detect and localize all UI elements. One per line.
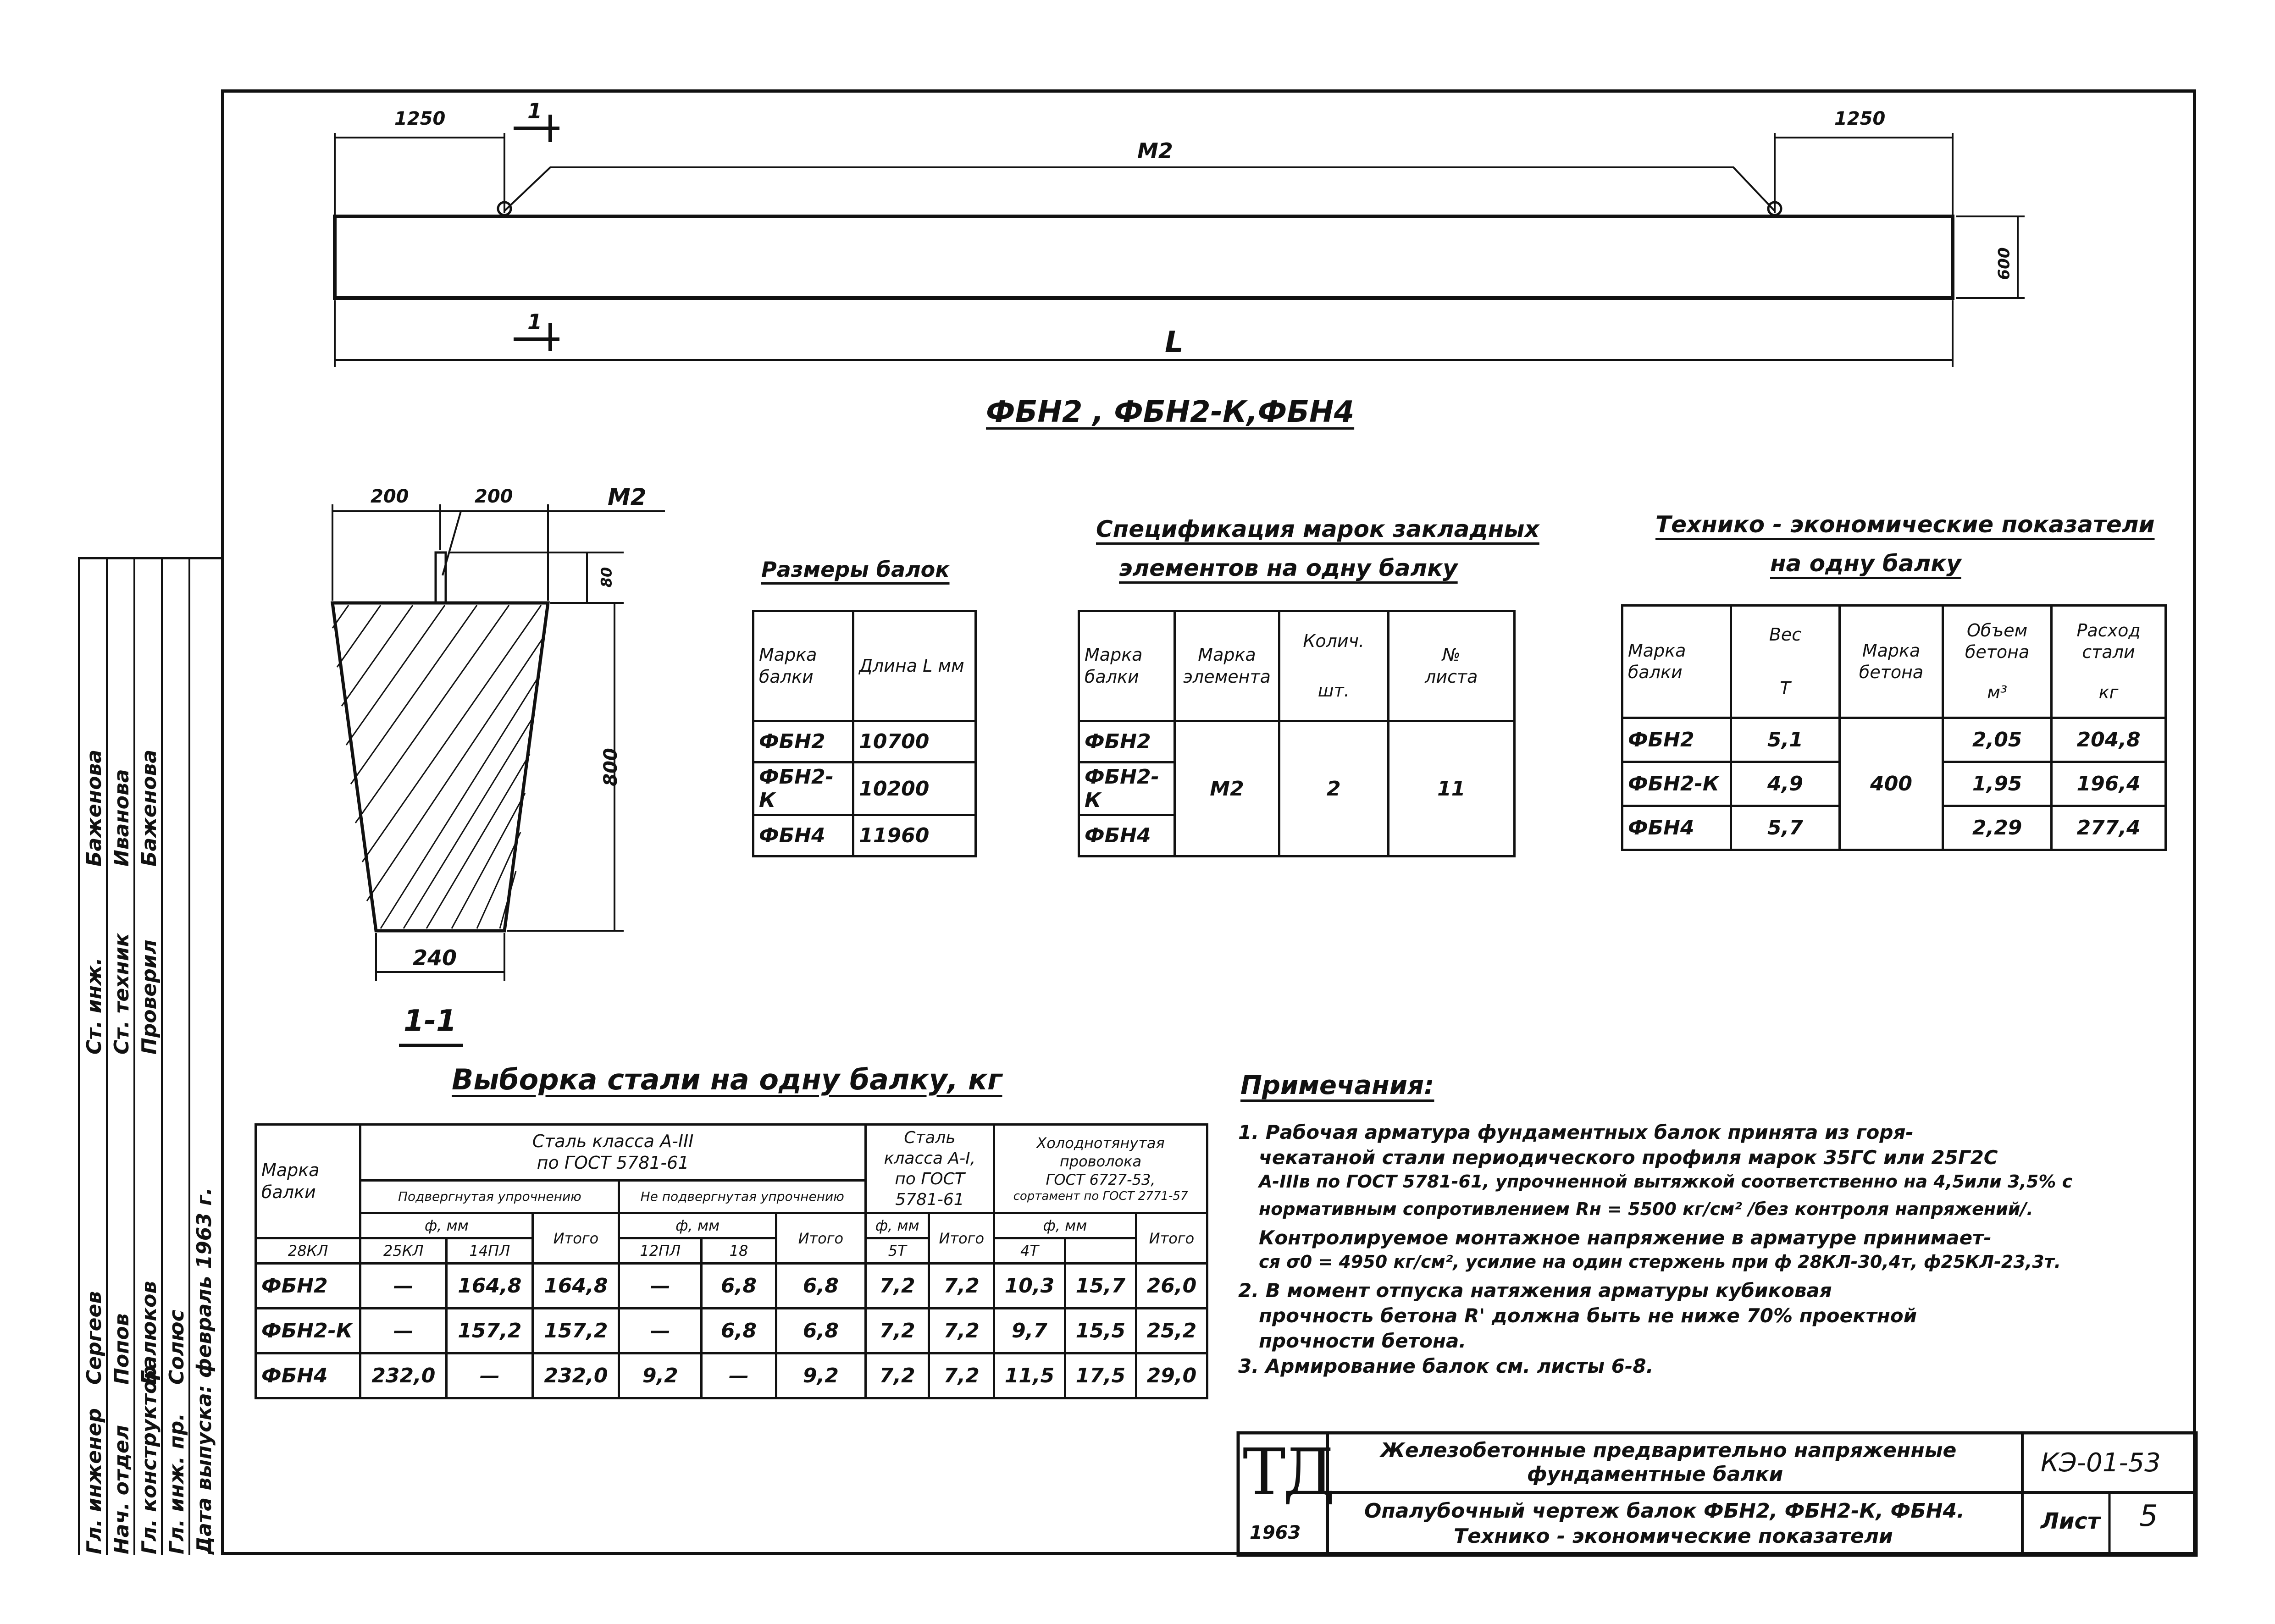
tech-row-weight: 5,1 (1731, 718, 1840, 762)
steel-row-cell: 17,5 (1065, 1353, 1136, 1398)
sizes-row-mark: ФБН2-К (753, 762, 853, 815)
steel-h-phi: ф, мм (619, 1213, 776, 1238)
steel-row-cell: 157,2 (447, 1309, 533, 1353)
spec-table (1078, 610, 1516, 857)
steel-h-total: Итого (1136, 1213, 1207, 1264)
sec-element-m2: M2 (608, 484, 647, 510)
tech-h-volume (1943, 606, 2052, 718)
section-mark-bottom: 1 (527, 309, 542, 334)
tech-h-mark: Марка балки (1622, 606, 1731, 718)
spec-element: М2 (1175, 721, 1279, 856)
tech-row-mark: ФБН2 (1622, 718, 1731, 762)
spec-table-title-1: Спецификация марок закладных (1096, 516, 1539, 542)
dim-height-600: 600 (1995, 247, 2014, 280)
title-block-code: КЭ-01-53 (2041, 1448, 2161, 1478)
steel-table-title: Выборка стали на одну балку, кг (452, 1063, 1002, 1096)
tech-row-volume: 2,29 (1943, 806, 2052, 850)
steel-row-cell: — (702, 1353, 776, 1398)
beam-elevation (335, 216, 1953, 298)
steel-row-cell: 7,2 (929, 1353, 994, 1398)
tech-h-weight-label: Вес (1769, 624, 1802, 645)
tech-row-weight: 4,9 (1731, 762, 1840, 806)
steel-h-not-hardened: Не подвергнутая упрочнению (619, 1180, 865, 1213)
steel-row-cell: — (619, 1264, 702, 1309)
sizes-h-mark: Марка балки (753, 611, 853, 721)
title-block-line1a: Железобетонные предварительно напряженные (1380, 1439, 1957, 1462)
spec-h-sheet-no: № (1442, 645, 1461, 665)
steel-h-sub: 25КЛ (360, 1238, 447, 1264)
spec-h-sheet (1388, 611, 1515, 721)
tech-row-volume: 1,95 (1943, 762, 2052, 806)
section-trapezoid (332, 603, 548, 931)
steel-row-cell: — (447, 1353, 533, 1398)
steel-h-a1 (865, 1125, 994, 1213)
spec-h-element: Марка элемента (1175, 611, 1279, 721)
steel-row-cell: — (360, 1264, 447, 1309)
spec-row-mark: ФБН2-К (1079, 762, 1175, 815)
note-line: А-IIIв по ГОСТ 5781-61, упрочненной вытяжкой соответственно на 4,5или 3,5% с (1259, 1171, 2073, 1192)
steel-row-cell: 10,3 (994, 1264, 1065, 1309)
spec-h-mark: Марка балки (1079, 611, 1175, 721)
note-line: 3. Армирование балок см. листы 6-8. (1238, 1355, 1654, 1377)
stamp-role: Нач. отдел (110, 1425, 133, 1554)
steel-row-cell: 164,8 (533, 1264, 619, 1309)
steel-h-mark: Марка балки (256, 1125, 360, 1238)
steel-row-cell: 7,2 (929, 1309, 994, 1353)
steel-h-wire-line2: проволока (1059, 1152, 1142, 1170)
steel-row-cell: — (619, 1309, 702, 1353)
tech-concrete-grade: 400 (1840, 718, 1943, 850)
steel-row-cell: 6,8 (702, 1264, 776, 1309)
steel-row-cell: 6,8 (776, 1264, 865, 1309)
steel-h-a3-line2: по ГОСТ 5781-61 (537, 1153, 689, 1173)
steel-h-sub: 28КЛ (256, 1238, 360, 1264)
section-title: 1-1 (404, 1004, 457, 1038)
sizes-row-length: 10700 (853, 721, 976, 762)
steel-row-cell: 9,2 (776, 1353, 865, 1398)
tech-h-steel-label: Расход стали (2076, 620, 2141, 663)
tech-table-title-1: Технико - экономические показатели (1655, 511, 2155, 538)
steel-h-sub: 12ПЛ (619, 1238, 702, 1264)
spec-qty: 2 (1279, 721, 1389, 856)
steel-row-cell: 6,8 (702, 1309, 776, 1353)
steel-h-hardened: Подвергнутая упрочнению (360, 1180, 619, 1213)
note-line: 1. Рабочая арматура фундаментных балок принята из горя- (1238, 1121, 1914, 1143)
steel-h-sub: 14ПЛ (447, 1238, 533, 1264)
sizes-row-length: 10200 (853, 762, 976, 815)
stamp-name: Баженова (138, 749, 161, 867)
stamp-col (163, 559, 190, 1555)
tech-row-mark: ФБН2-К (1622, 762, 1731, 806)
sizes-row-mark: ФБН2 (753, 721, 853, 762)
notes-title: Примечания: (1240, 1071, 1434, 1100)
steel-row-cell: 25,2 (1136, 1309, 1207, 1353)
stamp-name: Сергеев (83, 1291, 106, 1385)
length-symbol: L (1165, 326, 1184, 359)
steel-row-cell: 7,2 (865, 1309, 929, 1353)
steel-row-cell: — (360, 1309, 447, 1353)
title-block-line2b: Технико - экономические показатели (1454, 1525, 1893, 1548)
steel-h-a1-line4: 5781-61 (895, 1190, 964, 1209)
title-block-logo: ТД (1243, 1435, 1333, 1510)
steel-row-cell: 6,8 (776, 1309, 865, 1353)
steel-row-cell: 26,0 (1136, 1264, 1207, 1309)
note-line: Контролируемое монтажное напряжение в арматуре принимает- (1259, 1226, 1992, 1249)
section-mark-top: 1 (527, 99, 542, 123)
steel-row-cell: 15,7 (1065, 1264, 1136, 1309)
tech-h-steel (2052, 606, 2166, 718)
dim-right-1250: 1250 (1834, 108, 1886, 129)
steel-h-total: Итого (929, 1213, 994, 1264)
sec-dim-200-left: 200 (371, 486, 409, 507)
title-block-sheet-label: Лист (2041, 1508, 2100, 1534)
steel-row-cell: 7,2 (929, 1264, 994, 1309)
steel-h-total: Итого (533, 1213, 619, 1264)
dim-left-1250: 1250 (394, 108, 446, 129)
stamp-role: Гл. конструктор (138, 1365, 161, 1554)
steel-row-cell: 9,2 (619, 1353, 702, 1398)
steel-h-total: Итого (776, 1213, 865, 1264)
title-block-sheet-no: 5 (2139, 1499, 2158, 1533)
beam-title: ФБН2 , ФБН2-К,ФБН4 (986, 395, 1355, 429)
steel-h-sub: 18 (702, 1238, 776, 1264)
stamp-name: Иванова (110, 769, 133, 867)
steel-h-sub: 4Т (994, 1238, 1065, 1264)
steel-row-cell: 164,8 (447, 1264, 533, 1309)
steel-h-phi: ф, мм (865, 1213, 929, 1238)
note-line: чекатаной стали периодического профиля марок 35ГС или 25Г2С (1259, 1146, 1998, 1169)
spec-row-mark: ФБН4 (1079, 815, 1175, 856)
steel-row-cell: 29,0 (1136, 1353, 1207, 1398)
tech-row-steel: 196,4 (2052, 762, 2166, 806)
spec-table-title-2: элементов на одну балку (1119, 555, 1458, 581)
tech-table-title-2: на одну балку (1770, 550, 1961, 577)
sec-dim-800: 800 (600, 748, 621, 786)
tech-h-weight (1731, 606, 1840, 718)
note-line: прочность бетона R' должна быть не ниже 70% проектной (1259, 1304, 1917, 1327)
stamp-role: Ст. техник (110, 933, 133, 1055)
steel-h-sub: 5Т (865, 1238, 929, 1264)
steel-row-cell: 7,2 (865, 1353, 929, 1398)
sec-dim-200-right: 200 (475, 486, 513, 507)
steel-row-cell: 9,7 (994, 1309, 1065, 1353)
stamp-role: Проверил (138, 939, 161, 1055)
title-block-line2a: Опалубочный чертеж балок ФБН2, ФБН2-К, ФБН4. (1364, 1499, 1965, 1523)
tech-h-volume-label: Объем бетона (1965, 620, 2030, 663)
steel-h-wire-line1: Холоднотянутая (1036, 1134, 1165, 1152)
steel-row-cell: 7,2 (865, 1264, 929, 1309)
spec-h-sheet-label: листа (1425, 666, 1478, 687)
stamp-role: Гл. инженер (83, 1408, 106, 1554)
steel-h-a1-line1: Сталь (904, 1128, 956, 1147)
tech-row-weight: 5,7 (1731, 806, 1840, 850)
tech-row-mark: ФБН4 (1622, 806, 1731, 850)
sizes-table (752, 610, 977, 857)
stamp-name: Балюков (138, 1281, 161, 1385)
sizes-h-length: Длина L мм (853, 611, 976, 721)
title-block-year: 1963 (1250, 1522, 1301, 1543)
spec-row-mark: ФБН2 (1079, 721, 1175, 762)
steel-row-cell: ФБН2 (256, 1264, 360, 1309)
tech-row-steel: 277,4 (2052, 806, 2166, 850)
steel-h-a1-line2: класса А-I, (884, 1149, 976, 1168)
stamp-col (80, 559, 108, 1555)
steel-h-wire-line3: ГОСТ 6727-53, (1046, 1171, 1156, 1188)
note-line: 2. В момент отпуска натяжения арматуры кубиковая (1238, 1279, 1832, 1302)
steel-h-phi: ф, мм (360, 1213, 533, 1238)
spec-h-qty-label: Колич. (1303, 631, 1365, 651)
steel-row-cell: 232,0 (533, 1353, 619, 1398)
steel-row-cell: ФБН4 (256, 1353, 360, 1398)
stamp-name: Баженова (83, 749, 106, 867)
sizes-row-mark: ФБН4 (753, 815, 853, 856)
tech-h-grade: Марка бетона (1840, 606, 1943, 718)
sec-dim-80: 80 (598, 567, 615, 588)
note-line: прочности бетона. (1259, 1330, 1467, 1352)
tech-h-steel-unit: кг (2098, 682, 2119, 702)
tech-table (1621, 604, 2167, 851)
stamp-role: Гл. инж. пр. (165, 1413, 188, 1554)
stamp-col (108, 559, 135, 1555)
steel-h-a3 (360, 1125, 866, 1181)
steel-table (255, 1123, 1208, 1399)
note-line: ся σ0 = 4950 кг/см², усилие на один стержень при ф 28КЛ-30,4т, ф25КЛ-23,3т. (1259, 1252, 2061, 1272)
steel-row-cell: ФБН2-К (256, 1309, 360, 1353)
spec-h-qty (1279, 611, 1389, 721)
steel-h-wire (994, 1125, 1207, 1213)
steel-h-a3-line1: Сталь класса А-III (532, 1131, 694, 1151)
tech-h-weight-unit: Т (1780, 678, 1791, 698)
steel-row-cell: 15,5 (1065, 1309, 1136, 1353)
steel-row-cell: 157,2 (533, 1309, 619, 1353)
steel-h-a1-line3: по ГОСТ (895, 1170, 965, 1188)
element-label-m2: M2 (1137, 138, 1173, 163)
stamp-name: Солюс (165, 1309, 188, 1385)
stamp-name: Попов (110, 1313, 133, 1385)
steel-row-cell: 232,0 (360, 1353, 447, 1398)
sec-dim-240: 240 (413, 945, 457, 970)
steel-row-cell: 11,5 (994, 1353, 1065, 1398)
sizes-table-title: Размеры балок (761, 557, 950, 582)
tech-h-volume-unit: м³ (1987, 682, 2008, 702)
tech-row-volume: 2,05 (1943, 718, 2052, 762)
stamp-date: Дата выпуска: февраль 1963 г. (193, 1187, 216, 1554)
tech-row-steel: 204,8 (2052, 718, 2166, 762)
steel-h-wire-line4: сортамент по ГОСТ 2771-57 (1013, 1189, 1188, 1203)
sizes-row-length: 11960 (853, 815, 976, 856)
spec-h-qty-unit: шт. (1317, 680, 1350, 701)
spec-sheet: 11 (1388, 721, 1515, 856)
title-block-line1b: фундаментные балки (1527, 1463, 1783, 1486)
steel-h-phi: ф, мм (994, 1213, 1136, 1238)
stamp-role: Ст. инж. (83, 957, 106, 1055)
note-line: нормативным сопротивлением Rн = 5500 кг/см² /без контроля напряжений/. (1259, 1199, 2033, 1219)
